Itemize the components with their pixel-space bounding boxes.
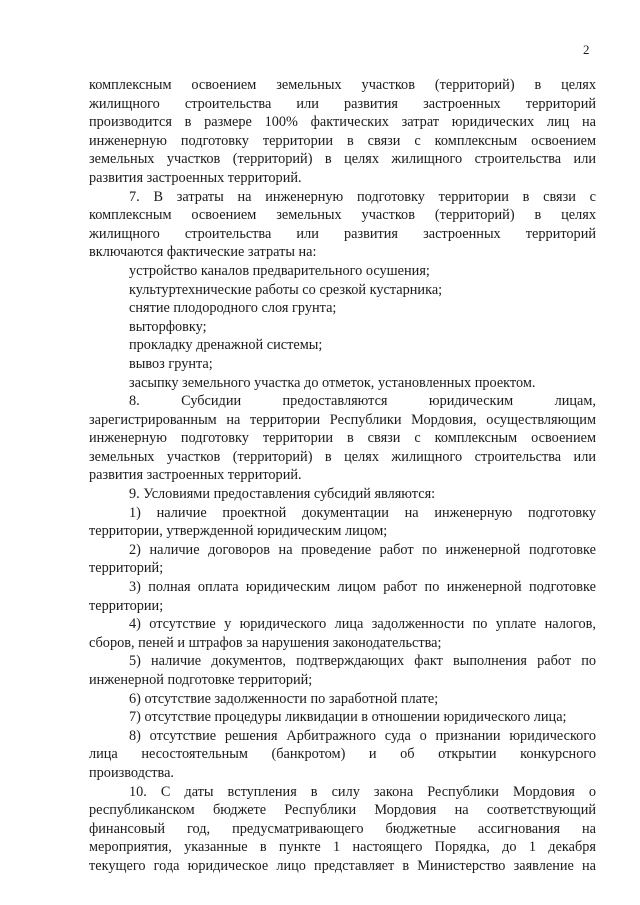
text-line: земельных участков (территорий) в целях жилищного строительства или — [89, 448, 596, 465]
text-line: жилищного строительства или развития застроенных территорий — [89, 225, 596, 242]
text-line: земельных участков (территорий) в целях жилищного строительства или — [89, 151, 596, 168]
text-line: финансовый год, предусматривающего бюджетные ассигнования на — [89, 820, 596, 837]
text-line: 7) отсутствие процедуры ликвидации в отношении юридического лица; — [129, 709, 567, 726]
text-line: 5) наличие документов, подтверждающих факт выполнения работ по — [129, 653, 596, 670]
text-line: комплексным освоением земельных участков (территорий) в целях — [89, 77, 596, 93]
text-line: территории; — [89, 597, 164, 614]
text-line: 9. Условиями предоставления субсидий являются: — [129, 486, 436, 503]
text-line: устройство каналов предварительного осушения; — [129, 262, 430, 279]
text-line: прокладку дренажной системы; — [129, 337, 323, 354]
text-line: засыпку земельного участка до отметок, установленных проектом. — [129, 374, 536, 391]
text-line: 10. С даты вступления в силу закона Республики Мордовия о — [129, 783, 596, 800]
text-line: производства. — [89, 764, 174, 781]
text-line: 7. В затраты на инженерную подготовку территории в связи с — [129, 188, 596, 205]
text-line: зарегистрированным на территории Республики Мордовия, осуществляющим — [89, 411, 596, 428]
text-line: инженерную подготовку территории в связи с комплексным освоением — [89, 132, 596, 149]
text-line: 8. Субсидии предоставляются юридическим лицам, — [129, 393, 596, 410]
text-line: текущего года юридическое лицо представляет в Министерство заявление на — [89, 857, 596, 874]
text-line: инженерной подготовке территорий; — [89, 672, 313, 688]
text-line: 2) наличие договоров на проведение работ по инженерной подготовке — [129, 541, 596, 558]
text-line: 8) отсутствие решения Арбитражного суда о признании юридического — [129, 727, 596, 744]
text-line: культуртехнические работы со срезкой кустарника; — [129, 281, 443, 298]
text-line: развития застроенных территорий. — [89, 169, 302, 186]
page-number: 2 — [583, 42, 590, 57]
text-line: мероприятия, указанные в пункте 1 настоящего Порядка, до 1 декабря — [89, 839, 596, 856]
text-line: производится в размере 100% фактических затрат юридических лиц на — [89, 114, 596, 131]
text-line: снятие плодородного слоя грунта; — [129, 300, 337, 317]
text-line: 4) отсутствие у юридического лица задолженности по уплате налогов, — [129, 616, 596, 633]
text-line: 3) полная оплата юридическим лицом работ по инженерной подготовке — [129, 579, 596, 596]
text-line: территорий; — [89, 560, 164, 577]
text-line: 1) наличие проектной документации на инженерную подготовку — [129, 504, 596, 521]
text-line: сборов, пеней и штрафов за нарушения законодательства; — [89, 634, 442, 651]
text-line: жилищного строительства или развития застроенных территорий — [89, 95, 596, 112]
text-line: 6) отсутствие задолженности по заработной плате; — [129, 690, 439, 707]
text-line: вывоз грунта; — [129, 355, 213, 372]
document-body — [89, 76, 596, 876]
text-line: комплексным освоением земельных участков (территорий) в целях — [89, 207, 596, 224]
text-line: развития застроенных территорий. — [89, 467, 302, 484]
text-line: включаются фактические затраты на: — [89, 244, 317, 261]
text-line: инженерную подготовку территории в связи с комплексным освоением — [89, 430, 596, 447]
text-line: республиканском бюджете Республики Мордовия на соответствующий — [89, 802, 596, 819]
text-line: выторфовку; — [129, 318, 207, 335]
text-line: лица несостоятельным (банкротом) и об открытии конкурсного — [89, 746, 596, 763]
text-line: территории, утвержденной юридическим лицом; — [89, 523, 388, 540]
